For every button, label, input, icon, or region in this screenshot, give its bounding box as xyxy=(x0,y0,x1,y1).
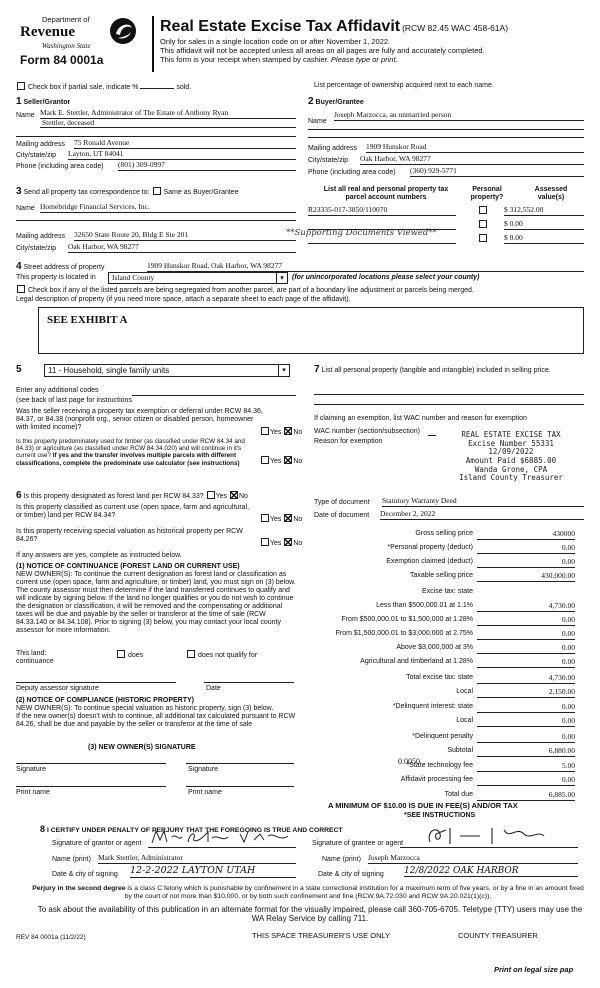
buyer-name-field[interactable]: Joseph Marzocca, an unmarried person xyxy=(334,111,584,121)
parcel-row xyxy=(308,206,584,218)
section5-num: 5 xyxy=(16,364,22,375)
minimum-fee-note: A MINIMUM OF $10.00 IS DUE IN FEE(S) AND/OR TAX xyxy=(328,801,518,810)
tax-row-value[interactable]: 0.00 xyxy=(477,658,575,668)
dept-line1: Department of xyxy=(42,15,90,24)
tax-row xyxy=(313,703,575,715)
personal-property-checkbox[interactable] xyxy=(479,234,487,242)
tax-row xyxy=(313,602,575,614)
buyer-phone-label: Phone (including area code) xyxy=(308,169,396,176)
tax-row xyxy=(313,688,575,700)
seller-mailing-field[interactable]: 75 Ronald Avenue xyxy=(74,139,296,149)
additional-codes-field[interactable] xyxy=(132,387,296,396)
header-note1: Only for sales in a single location code on or after November 1, 2022. xyxy=(160,37,391,47)
wac-field[interactable] xyxy=(428,428,436,436)
tax-row xyxy=(313,776,575,788)
tax-row xyxy=(313,658,575,670)
grantor-signature-field[interactable] xyxy=(148,832,296,848)
legal-description-value: SEE EXHIBIT A xyxy=(47,314,128,326)
tax-row-value[interactable]: 0.00 xyxy=(477,558,575,568)
tax-row-label: Gross selling price xyxy=(415,530,473,537)
tax-row xyxy=(313,544,575,556)
buyer-city-label: City/state/zip xyxy=(308,157,349,164)
this-land-row: This land: does does not qualify for continuance xyxy=(16,650,258,666)
form-number: Form 84 0001a xyxy=(20,53,104,67)
current-use-yes-checkbox[interactable] xyxy=(261,514,269,522)
use-code-select[interactable]: 11 - Household, single family units ▾ xyxy=(44,364,290,377)
grantor-name-field[interactable]: Mark Stettler, Administrator xyxy=(98,854,296,864)
legal-description-box[interactable] xyxy=(38,307,584,354)
tax-row-value[interactable]: 430,000.00 xyxy=(477,572,575,582)
tax-row-label: From $1,500,000.01 to $3,000,000 at 2.75% xyxy=(335,630,473,637)
q1-answers: Yes No xyxy=(260,427,302,437)
grantee-name-field[interactable]: Joseph Marzocca xyxy=(368,854,578,864)
grantee-date-city-field[interactable]: 12/8/2022 OAK HARBOR xyxy=(404,866,578,877)
county-select[interactable]: Island County ▾ xyxy=(108,272,288,284)
chevron-down-icon: ▾ xyxy=(278,365,289,376)
parcel-number-field[interactable] xyxy=(308,234,456,244)
tax-row-label: Total due xyxy=(444,791,473,798)
forest-no-checkbox[interactable] xyxy=(230,491,238,499)
seller-name-field[interactable]: Mark E. Stettler, Administrator of The Estate of Anthony Ryan Stettler, deceased xyxy=(40,109,296,128)
assessed-value-field[interactable]: $ 312,552.00 xyxy=(504,206,584,216)
grantee-name-label: Name (print) xyxy=(322,856,361,863)
q1-no-checkbox[interactable] xyxy=(284,427,292,435)
tax-row-value[interactable]: 0.00 xyxy=(477,644,575,654)
segregated-checkbox[interactable] xyxy=(17,285,25,293)
signature-label: Signature xyxy=(16,766,46,773)
tax-row-label: Total excise tax: state xyxy=(406,674,473,681)
grantee-handwritten-signature xyxy=(400,824,578,846)
assessed-value-field[interactable]: $ 0.00 xyxy=(504,220,584,230)
historic-yes-checkbox[interactable] xyxy=(261,538,269,546)
enter-codes-label: Enter any additional codes xyxy=(16,387,99,394)
tax-row-label: Affidavit processing fee xyxy=(400,776,473,783)
print-name-label: Print name xyxy=(188,789,222,796)
doc-type-field[interactable]: Statutory Warranty Deed xyxy=(382,497,584,507)
tax-row-label: *Delinquent penalty xyxy=(412,733,473,740)
tax-row-value[interactable]: 4,730.00 xyxy=(477,602,575,612)
corr-city-field[interactable]: Oak Harbor, WA 98277 xyxy=(68,243,296,253)
page-title-block xyxy=(160,18,590,64)
same-as-buyer-checkbox[interactable] xyxy=(153,187,161,195)
tax-row xyxy=(313,630,575,642)
corr-name-field[interactable]: Homebridge Financial Services, Inc. xyxy=(40,203,296,213)
forest-yes-checkbox[interactable] xyxy=(207,491,215,499)
exemption-question: Was the seller receiving a property tax exemption or deferral under RCW 84.36, 84.37, or 84.38 (nonprofit org., senior citizen or disabled person, homeowner with limited income)? xyxy=(16,408,263,432)
tax-row-label: Less than $500,000.01 at 1.1% xyxy=(376,602,473,609)
grantor-date-city-label: Date & city of signing xyxy=(52,871,118,878)
grantee-signature-label: Signature of grantee or agent xyxy=(312,840,404,847)
tax-row-value[interactable]: 0.00 xyxy=(477,616,575,626)
personal-col-header: Personal property? xyxy=(470,186,504,202)
tax-row-value[interactable]: 0.00 xyxy=(477,630,575,640)
seller-phone-field[interactable]: (801) 309-0997 xyxy=(118,161,296,171)
list-pct-note: List percentage of ownership acquired next to each name. xyxy=(314,82,494,89)
tax-row-value[interactable]: 4,730.00 xyxy=(477,674,575,684)
parcel-number-field[interactable] xyxy=(308,220,456,230)
treasurer-stamp: REAL ESTATE EXCISE TAX Excise Number 55331 12/09/2022 Amount Paid $6885.00 Wanda Grone, CPA Island County Treasurer xyxy=(459,430,563,483)
notice-compliance: (2) NOTICE OF COMPLIANCE (HISTORIC PROPERTY) NEW OWNER(S): To continue special valuation as historic property, sign (3) below. If the new owner(s) doesn't wish to continue, all additional tax calculated pursuant to RCW 84.26, shall be due and payable by the seller or transferor at the time of sale xyxy=(16,697,296,729)
chevron-down-icon: ▾ xyxy=(276,273,287,283)
tax-row xyxy=(313,717,575,729)
tax-row xyxy=(313,762,575,774)
print-name-label: Print name xyxy=(16,789,50,796)
seller-city-label: City/state/zip xyxy=(16,152,57,159)
tax-row-label: Exemption claimed (deduct) xyxy=(386,558,473,565)
street-row: 4 Street address of property xyxy=(16,261,105,272)
tax-row-label: Excise tax: state xyxy=(422,588,473,595)
tax-row-value[interactable]: 6,885.00 xyxy=(477,791,575,801)
tax-row-value[interactable]: 0.00 xyxy=(477,703,575,713)
seller-name-label: Name xyxy=(16,112,35,119)
signature-label: Signature xyxy=(188,766,218,773)
new-owner-sig-heading: (3) NEW OWNER(S) SIGNATURE xyxy=(88,744,196,751)
local-rate: 0.0050 xyxy=(398,757,420,766)
grantor-name-label: Name (print) xyxy=(52,856,91,863)
reason-label: Reason for exemption xyxy=(314,438,383,445)
tax-row xyxy=(313,572,575,584)
buyer-heading: 2 Buyer/Grantee xyxy=(308,96,364,107)
corr-city-label: City/state/zip xyxy=(16,245,57,252)
tax-row xyxy=(313,530,575,542)
partial-sale-checkbox[interactable] xyxy=(17,82,25,90)
grantor-handwritten-signature xyxy=(148,828,296,846)
tax-row-label: Subtotal xyxy=(447,747,473,754)
header-note3: This form is your receipt when stamped by cashier. xyxy=(160,54,329,64)
tax-row xyxy=(313,558,575,570)
buyer-mailing-label: Mailing address xyxy=(308,145,358,152)
corr-name-label: Name xyxy=(16,205,35,212)
does-checkbox[interactable] xyxy=(117,650,125,658)
revenue-swirl-icon xyxy=(108,16,138,46)
q1-yes-checkbox[interactable] xyxy=(261,427,269,435)
current-use-answers: Yes No xyxy=(260,514,302,524)
corr-mailing-label: Mailing address xyxy=(16,233,66,240)
tax-row-label: From $500,000.01 to $1,500,000 at 1.28% xyxy=(341,616,473,623)
tax-row-label: Taxable selling price xyxy=(409,572,473,579)
timber-question: Is this property predominately used for timber (as classified under RCW 84.34 and 84.33) or agriculture (as classified under RCW 84.34.020) and will continue in it's current use? If yes and the transfer involves multiple parcels with different classifications, complete the predominate use calculator (see instructions) xyxy=(16,438,245,467)
header-note2: This affidavit will not be accepted unless all areas on all pages are fully and accurately completed. xyxy=(160,46,485,56)
street-address-field[interactable]: 1909 Hunskor Road, Oak Harbor, WA 98277 xyxy=(147,262,584,272)
buyer-city-field[interactable]: Oak Harbor, WA 98277 xyxy=(360,155,584,165)
corr-mailing-field[interactable]: 32650 State Route 20, Bldg E Ste 201 xyxy=(74,231,296,241)
see-instructions-note: *SEE INSTRUCTIONS xyxy=(404,812,476,819)
partial-sale-row: Check box if partial sale, indicate % sold. xyxy=(16,82,191,92)
historic-answers: Yes No xyxy=(260,538,302,548)
correspondence-heading: 3 Send all property tax correspondence to: Same as Buyer/Grantee xyxy=(16,186,239,197)
tax-row-value[interactable]: 0.00 xyxy=(477,776,575,786)
tax-row-label: Above $3,000,000 at 3% xyxy=(396,644,473,651)
seller-phone-label: Phone (including area code) xyxy=(16,163,104,170)
wac-label: WAC number (section/subsection) xyxy=(314,428,420,435)
tax-row-label: Local xyxy=(456,717,473,724)
buyer-name-label: Name xyxy=(308,118,327,125)
personal-property-heading: 7 List all personal property (tangible and intangible) included in selling price. xyxy=(314,364,551,375)
legal-size-note: Print on legal size pap xyxy=(494,965,574,974)
tax-row-value[interactable]: 0.00 xyxy=(477,717,575,727)
historic-no-checkbox[interactable] xyxy=(284,538,292,546)
tax-row-value[interactable]: 0.00 xyxy=(477,544,575,554)
perjury-notice: Perjury in the second degree is a class C felony which is punishable by confinement in a state correctional institution for a maximum term of five years, or by a fine in an amount fixed by the court of not more than $10,000, or by both such confinement and fine (RCW 9A.72.030 and RCW 9A.20.021(1)(c)). xyxy=(32,885,584,900)
historic-question: Is this property receiving special valuation as historical property per RCW 84.26? xyxy=(16,528,243,544)
parcel-row xyxy=(308,234,584,246)
q2-no-checkbox[interactable] xyxy=(284,456,292,464)
buyer-phone-field[interactable]: (360) 929-5771 xyxy=(410,167,584,177)
forest-question: 6 Is this property designated as forest land per RCW 84.33? Yes No xyxy=(16,490,248,501)
buyer-mailing-field[interactable]: 1909 Hunskor Road xyxy=(366,143,584,153)
current-use-question: Is this property classified as current use (open space, farm and agricultural, or timber) land per RCW 84.34? xyxy=(16,504,250,520)
tax-row xyxy=(313,616,575,628)
exemption-claim-label: If claiming an exemption, list WAC number and reason for exemption xyxy=(314,415,527,422)
county-treasurer-label: COUNTY TREASURER xyxy=(458,931,538,940)
legal-label: Legal description of property (if you need more space, attach a separate sheet to each page of the affidavit). xyxy=(16,296,351,303)
tax-row-label: *Personal property (deduct) xyxy=(387,544,473,551)
tax-row-value[interactable]: 430000 xyxy=(477,530,575,540)
assessed-col-header: Assessed value(s) xyxy=(534,186,568,202)
tax-row-label: *State technology fee xyxy=(406,762,473,769)
tax-row-value[interactable]: 2,150.00 xyxy=(477,688,575,698)
dor-logo xyxy=(16,14,146,76)
parcel-number-field[interactable]: R23335-017-3850/110070 xyxy=(308,206,456,216)
grantee-date-city-label: Date & city of signing xyxy=(318,871,384,878)
alt-format-notice: To ask about the availability of this publication in an alternate format for the visually impaired, please call 360-705-6705. Teletype (TTY) users may use the WA Relay Service by calling 711. xyxy=(37,905,583,924)
seller-city-field[interactable]: Layton, UT 84041 xyxy=(68,150,296,160)
dept-line2: Revenue xyxy=(20,24,75,40)
tax-row-value[interactable]: 0.00 xyxy=(477,733,575,743)
revision-label: REV 84 0001a (11/2/22) xyxy=(16,934,86,941)
tax-row-label: Agricultural and timberland at 1.28% xyxy=(360,658,473,665)
grantor-signature-label: Signature of grantor or agent xyxy=(52,840,142,847)
segregated-row: Check box if any of the listed parcels are being segregated from another parcel, are part of a boundary line adjustment or parcels being merged. xyxy=(16,285,474,295)
if-any-note: If any answers are yes, complete as instructed below. xyxy=(16,552,182,559)
grantor-date-city-field[interactable]: 12-2-2022 LAYTON UTAH xyxy=(130,866,296,878)
assessed-value-field[interactable]: $ 0.00 xyxy=(504,234,584,244)
parcel-row xyxy=(308,220,584,232)
personal-property-checkbox[interactable] xyxy=(479,206,487,214)
deputy-signature-label: Deputy assessor signature xyxy=(16,685,99,692)
tax-row xyxy=(313,674,575,686)
notice-continuance: (1) NOTICE OF CONTINUANCE (FOREST LAND OR CURRENT USE) NEW OWNER(S): To continue the current designation as forest land or classification as current use (open space, farm and agriculture, or timber) land, you must sign on (3) below. The county assessor must then determine if the land transferred continues to qualify and will indicate by signing below. If the land no longer qualifies or you do not wish to continue the designation or classification, it will be removed and the compensating or additional taxes will be due and payable by the seller or transferor at the time of sale (RCW 84.33.140 or 84.34.108). Prior to signing (3) below, you may contact your local county assessor for more information. xyxy=(16,563,296,635)
q2-yes-checkbox[interactable] xyxy=(261,456,269,464)
personal-property-checkbox[interactable] xyxy=(479,220,487,228)
tax-row xyxy=(313,588,575,600)
located-label: This property is located in xyxy=(16,274,96,281)
doc-date-field[interactable]: December 2, 2022 xyxy=(380,510,584,520)
dept-line3: Washington State xyxy=(42,42,91,50)
tax-row-value[interactable]: 6,880.00 xyxy=(477,747,575,757)
tax-row xyxy=(313,733,575,745)
seller-mailing-label: Mailing address xyxy=(16,141,66,148)
deputy-date-label: Date xyxy=(206,685,221,692)
supporting-docs-stamp: **Supporting Documents Viewed** xyxy=(286,228,437,238)
tax-row xyxy=(313,747,575,759)
see-back-note: (see back of last page for instructions xyxy=(16,397,132,404)
doc-type-label: Type of document xyxy=(314,499,370,506)
parcel-col-header: List all real and personal property tax parcel account numbers xyxy=(323,186,449,202)
tax-row-value[interactable]: 5.00 xyxy=(477,762,575,772)
doc-date-label: Date of document xyxy=(314,512,370,519)
rcw-ref: (RCW 82.45 WAC 458-61A) xyxy=(402,23,509,33)
tax-row-label: Local xyxy=(456,688,473,695)
tax-row xyxy=(313,644,575,656)
grantee-signature-field[interactable] xyxy=(400,832,578,848)
current-use-no-checkbox[interactable] xyxy=(284,514,292,522)
q2-answers: Yes No xyxy=(260,456,302,466)
does-not-qualify-checkbox[interactable] xyxy=(187,650,195,658)
page-title: Real Estate Excise Tax Affidavit xyxy=(160,18,401,35)
certify-line: 8 I CERTIFY UNDER PENALTY OF PERJURY THAT THE FOREGOING IS TRUE AND CORRECT xyxy=(40,824,343,834)
treasurer-use-label: THIS SPACE TREASURER'S USE ONLY xyxy=(252,931,391,940)
unincorporated-note: (for unincorporated locations please select your county) xyxy=(292,274,480,281)
header-note3b: Please type or print. xyxy=(330,54,398,64)
tax-row-label: *Delinquent interest: state xyxy=(392,703,473,710)
seller-heading: 1 Seller/Grantor xyxy=(16,96,71,107)
